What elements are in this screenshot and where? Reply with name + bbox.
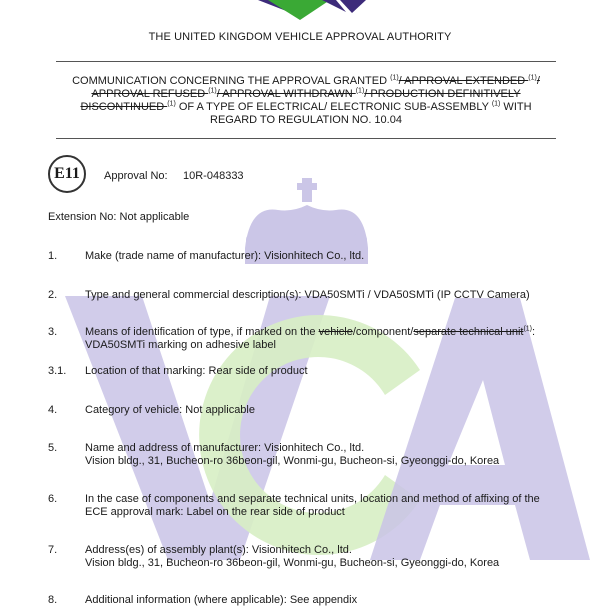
e-mark-circle: E11 bbox=[48, 155, 86, 193]
item-text: Category of vehicle: Not applicable bbox=[85, 404, 255, 416]
authority-title: THE UNITED KINGDOM VEHICLE APPROVAL AUTHORITY bbox=[148, 31, 452, 43]
item-number: 3.1. bbox=[48, 365, 67, 377]
item-text: Type and general commercial description(s): VDA50SMTi / VDA50SMTi (IP CCTV Camera) bbox=[85, 289, 530, 301]
extension-number: Extension No: Not applicable bbox=[48, 211, 190, 223]
communication-heading: COMMUNICATION CONCERNING THE APPROVAL GRANTED $^{(1)}$/ APPROVAL EXTENDED $^{(1)}$/ APPROVAL REFUSED $^{(1)}$/ APPROVAL WITHDRAWN $^{(1)}$/ PRODUCTION DEFINITIVELY DISCONTINUED $^{(1)}$ OF A TYPE OF ELECTRICAL/ ELECTRONIC SUB-ASSEMBLY $^{(1)}$ WITH REGARD TO REGULATION NO. 10.04 bbox=[72, 74, 540, 126]
item-text: Means of identification of type, if marked on the vehicle/component/separate technical unit$^{(1)}$: VDA50SMTi marking on adhesive label bbox=[85, 325, 536, 351]
item-text: Name and address of manufacturer: Visionhitech Co., ltd. Vision bldg., 31, Bucheon-ro 36beon-gil, Wonmi-gu, Bucheon-si, Gyeonggi-do, Korea bbox=[85, 442, 500, 467]
item-number: 4. bbox=[48, 404, 58, 416]
item-number: 3. bbox=[48, 326, 58, 338]
item-number: 8. bbox=[48, 594, 58, 606]
item-number: 6. bbox=[48, 493, 58, 505]
top-divider bbox=[56, 61, 556, 62]
item-text: In the case of components and separate technical units, location and method of affixing of the ECE approval mark: Label on the rear side of product bbox=[85, 493, 540, 518]
item-number: 1. bbox=[48, 250, 58, 262]
approval-number-label: Approval No: bbox=[104, 170, 168, 182]
item-text: Make (trade name of manufacturer): Visionhitech Co., ltd. bbox=[85, 250, 365, 262]
item-number: 2. bbox=[48, 289, 58, 301]
bottom-divider bbox=[56, 138, 556, 139]
item-text: Location of that marking: Rear side of product bbox=[85, 365, 308, 377]
approval-number-value: 10R-048333 bbox=[183, 170, 244, 182]
item-text: Additional information (where applicable): See appendix bbox=[85, 594, 358, 606]
item-number: 7. bbox=[48, 544, 58, 556]
item-text: Address(es) of assembly plant(s): Visionhitech Co., ltd. Vision bldg., 31, Bucheon-ro 36beon-gil, Wonmi-gu, Bucheon-si, Gyeonggi-do, Korea bbox=[85, 544, 500, 569]
item-number: 5. bbox=[48, 442, 58, 454]
